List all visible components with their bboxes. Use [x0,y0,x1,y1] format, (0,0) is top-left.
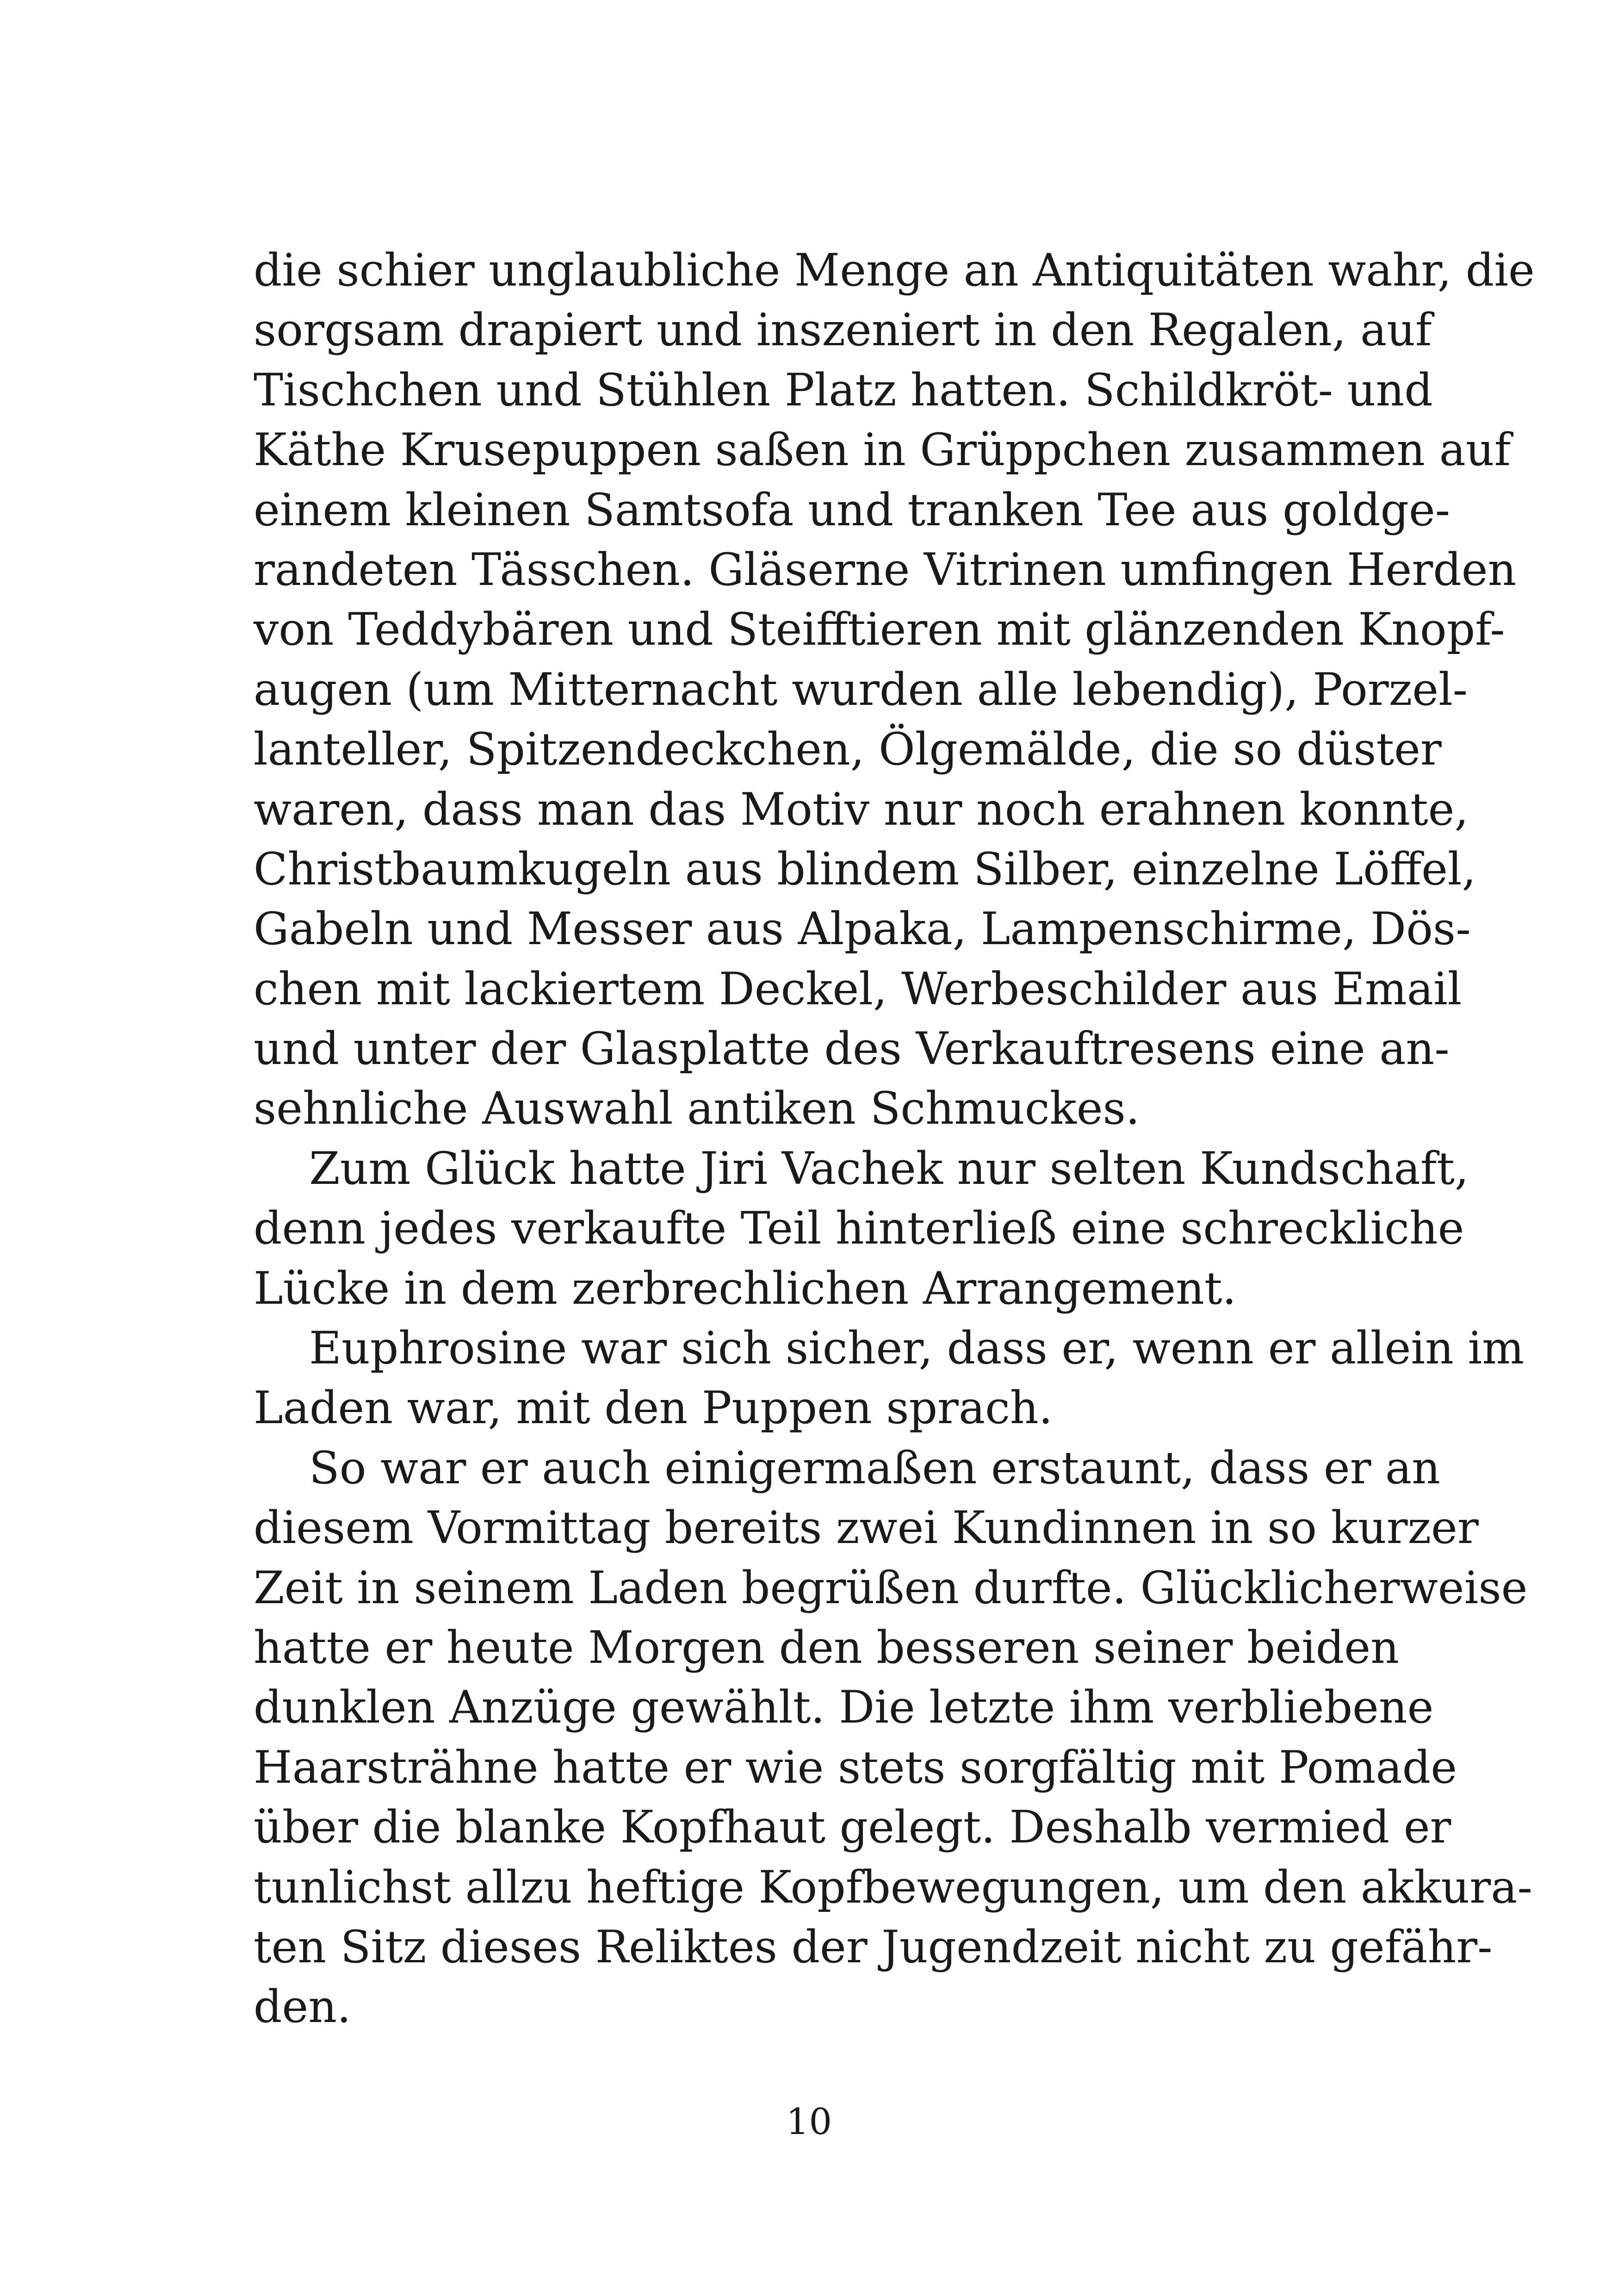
text-line: den. [254,1981,351,2033]
paragraph [254,1438,1532,2037]
text-line: augen (um Mitternacht wurden alle lebendig), Porzel- [254,663,1468,716]
body-text [254,241,1535,2037]
text-line: und unter der Glasplatte des Verkauftresens eine an- [254,1023,1450,1075]
text-line: tunlichst allzu heftige Kopfbewegungen, um den akkura- [254,1861,1532,1913]
text-line: chen mit lackiertem Deckel, Werbeschilder aus Email [254,963,1462,1015]
text-line: Euphrosine war sich sicher, dass er, wenn er allein im [309,1322,1525,1375]
text-line: So war er auch einigermaßen erstaunt, dass er an [309,1442,1441,1494]
text-line: einem kleinen Samtsofa und tranken Tee aus goldge- [254,484,1451,536]
text-line: dunklen Anzüge gewählt. Die letzte ihm verbliebene [254,1681,1434,1734]
text-line: Zeit in seinem Laden begrüßen durfte. Glücklicherweise [254,1562,1528,1614]
text-line: Tischchen und Stühlen Platz hatten. Schildkröt- und [254,364,1433,416]
page-number: 10 [786,2101,832,2143]
text-line: Gabeln und Messer aus Alpaka, Lampenschirme, Dös- [254,903,1471,955]
text-line: Christbaumkugeln aus blindem Silber, einzelne Löffel, [254,843,1476,895]
text-line: die schier unglaubliche Menge an Antiquitäten wahr, die [254,244,1535,296]
text-line: lanteller, Spitzendeckchen, Ölgemälde, die so düster [254,723,1442,776]
paragraph [254,1139,1469,1319]
text-line: diesem Vormittag bereits zwei Kundinnen in so kurzer [254,1502,1479,1554]
text-line: randeten Tässchen. Gläserne Vitrinen umfingen Herden [254,543,1517,596]
text-line: denn jedes verkaufte Teil hinterließ eine schreckliche [254,1202,1464,1255]
text-line: waren, dass man das Motiv nur noch erahnen konnte, [254,783,1469,835]
text-line: über die blanke Kopfhaut gelegt. Deshalb vermied er [254,1801,1451,1854]
text-line: Haarsträhne hatte er wie stets sorgfältig mit Pomade [254,1741,1457,1793]
paragraph [254,241,1535,1139]
text-line: sorgsam drapiert und inszeniert in den Regalen, auf [254,304,1432,356]
text-line: von Teddybären und Steifftieren mit glänzenden Knopf- [254,604,1505,656]
text-line: sehnliche Auswahl antiken Schmuckes. [254,1083,1140,1135]
text-line: Laden war, mit den Puppen sprach. [254,1382,1053,1434]
paragraph [254,1319,1525,1438]
text-line: Käthe Krusepuppen saßen in Grüppchen zusammen auf [254,424,1511,476]
text-line: hatte er heute Morgen den besseren seiner beiden [254,1621,1399,1674]
text-line: Lücke in dem zerbrechlichen Arrangement. [254,1262,1237,1314]
text-line: ten Sitz dieses Reliktes der Jugendzeit nicht zu gefähr- [254,1921,1493,1973]
text-line: Zum Glück hatte Jiri Vachek nur selten Kundschaft, [309,1142,1469,1195]
